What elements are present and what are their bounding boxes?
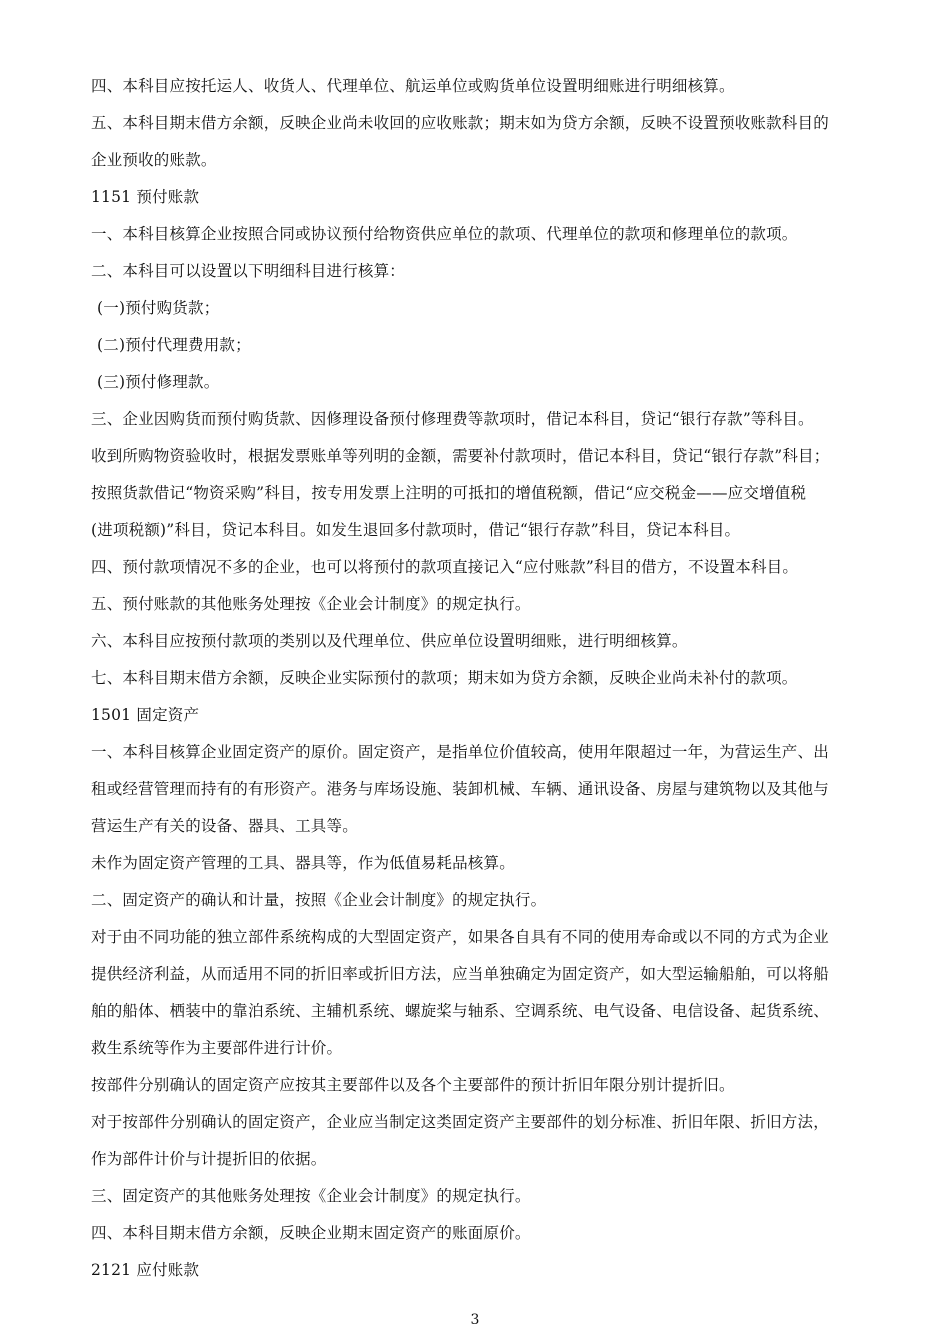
paragraph-line: 一、本科目核算企业按照合同或协议预付给物资供应单位的款项、代理单位的款项和修理单位的款项。 [91, 225, 798, 243]
paragraph-line: 按照货款借记“物资采购”科目，按专用发票上注明的可抵扣的增值税额，借记“应交税金——应交增值税 [91, 484, 807, 502]
body-text [91, 68, 891, 1289]
paragraph-line: 五、预付账款的其他账务处理按《企业会计制度》的规定执行。 [91, 595, 531, 613]
paragraph-line: 租或经营管理而持有的有形资产。港务与库场设施、装卸机械、车辆、通讯设备、房屋与建筑物以及其他与 [91, 780, 829, 798]
paragraph-line: 提供经济利益，从而适用不同的折旧率或折旧方法，应当单独确定为固定资产，如大型运输船舶，可以将船 [91, 965, 829, 983]
paragraph-line: 二、固定资产的确认和计量，按照《企业会计制度》的规定执行。 [91, 891, 547, 909]
paragraph-line: 四、本科目应按托运人、收货人、代理单位、航运单位或购货单位设置明细账进行明细核算。 [91, 77, 735, 95]
paragraph-line: 六、本科目应按预付款项的类别以及代理单位、供应单位设置明细账，进行明细核算。 [91, 632, 688, 650]
paragraph-line: 未作为固定资产管理的工具、器具等，作为低值易耗品核算。 [91, 854, 515, 872]
list-item: (三)预付修理款。 [97, 373, 220, 391]
section-heading: 1501 固定资产 [91, 706, 200, 724]
paragraph-line: 按部件分别确认的固定资产应按其主要部件以及各个主要部件的预计折旧年限分别计提折旧。 [91, 1076, 735, 1094]
paragraph-line: 四、本科目期末借方余额，反映企业期末固定资产的账面原价。 [91, 1224, 531, 1242]
paragraph-line: (进项税额)”科目，贷记本科目。如发生退回多付款项时，借记“银行存款”科目，贷记本科目。 [91, 521, 741, 539]
paragraph-line: 一、本科目核算企业固定资产的原价。固定资产，是指单位价值较高，使用年限超过一年，为营运生产、出 [91, 743, 829, 761]
paragraph-line: 作为部件计价与计提折旧的依据。 [91, 1150, 327, 1168]
paragraph-line: 企业预收的账款。 [91, 151, 217, 169]
section-heading: 2121 应付账款 [91, 1261, 200, 1279]
paragraph-line: 救生系统等作为主要部件进行计价。 [91, 1039, 343, 1057]
paragraph-line: 四、预付款项情况不多的企业，也可以将预付的款项直接记入“应付账款”科目的借方，不设置本科目。 [91, 558, 799, 576]
paragraph-line: 对于按部件分别确认的固定资产，企业应当制定这类固定资产主要部件的划分标准、折旧年限、折旧方法， [91, 1113, 829, 1131]
paragraph-line: 二、本科目可以设置以下明细科目进行核算： [91, 262, 406, 280]
paragraph-line: 营运生产有关的设备、器具、工具等。 [91, 817, 358, 835]
paragraph-line: 对于由不同功能的独立部件系统构成的大型固定资产，如果各自具有不同的使用寿命或以不同的方式为企业 [91, 928, 829, 946]
paragraph-line: 收到所购物资验收时，根据发票账单等列明的金额，需要补付款项时，借记本科目，贷记“银行存款”科目； [91, 447, 830, 465]
paragraph-line: 五、本科目期末借方余额，反映企业尚未收回的应收账款；期末如为贷方余额，反映不设置预收账款科目的 [91, 114, 829, 132]
section-heading: 1151 预付账款 [91, 188, 200, 206]
list-item: (一)预付购货款； [97, 299, 220, 317]
paragraph-line: 七、本科目期末借方余额，反映企业实际预付的款项；期末如为贷方余额，反映企业尚未补付的款项。 [91, 669, 798, 687]
paragraph-line: 三、固定资产的其他账务处理按《企业会计制度》的规定执行。 [91, 1187, 531, 1205]
paragraph-line: 舶的船体、栖装中的靠泊系统、主辅机系统、螺旋桨与轴系、空调系统、电气设备、电信设备、起货系统、 [91, 1002, 829, 1020]
list-item: (二)预付代理费用款； [97, 336, 251, 354]
page-number: 3 [470, 1312, 480, 1328]
paragraph-line: 三、企业因购货而预付购货款、因修理设备预付修理费等款项时，借记本科目，贷记“银行存款”等科目。 [91, 410, 814, 428]
